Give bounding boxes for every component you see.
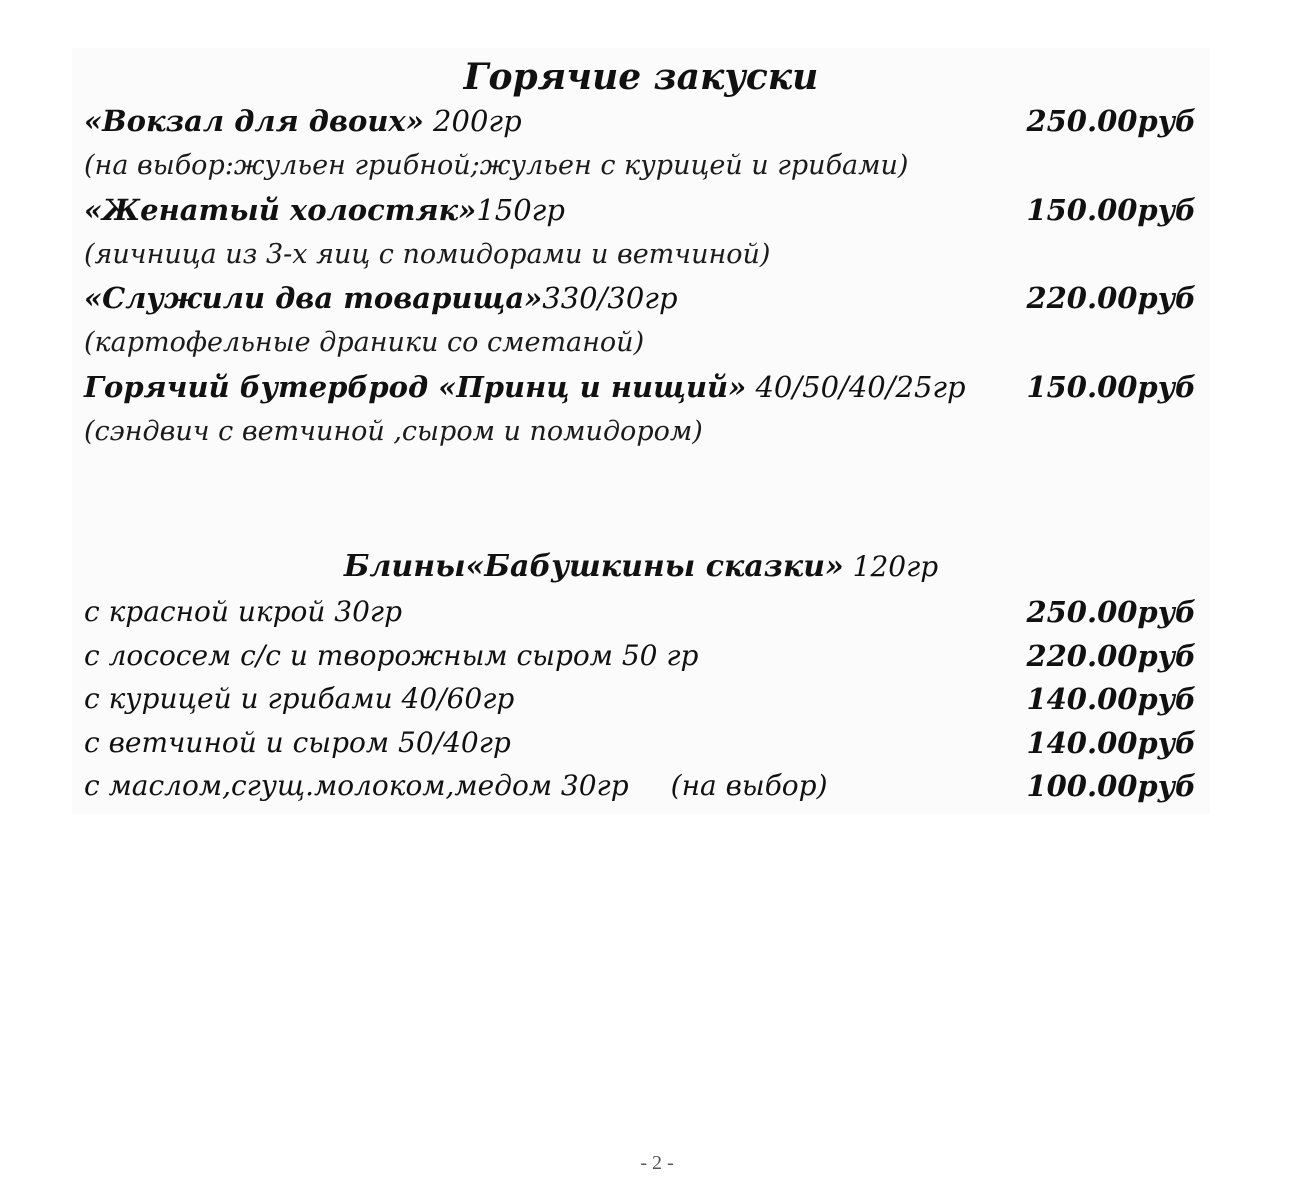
item-price: 140.00руб: [1026, 726, 1196, 760]
item-description: (сэндвич с ветчиной ,сыром и помидором): [84, 416, 703, 447]
item-name: Горячий бутерброд «Принц и нищий»: [84, 370, 747, 404]
item-name: «Служили два товарища»: [84, 281, 543, 315]
item-name: «Вокзал для двоих»: [84, 104, 424, 138]
menu-item-prints-i-nishchii: [84, 366, 1196, 408]
item-price: 250.00руб: [1026, 595, 1196, 629]
item-title: [84, 366, 966, 408]
item-name: с ветчиной и сыром 50/40гр: [84, 726, 511, 759]
item-name: с маслом,сгущ.молоком,медом 30гр: [84, 769, 629, 802]
choice-note: (на выбор): [670, 769, 828, 802]
blini-title-text: Блины«Бабушкины сказки»: [343, 549, 844, 584]
item-title: [84, 100, 522, 142]
item-description: (яичница из 3-х яиц с помидорами и ветчиной): [84, 239, 771, 270]
blini-item-ham-cheese: [84, 722, 1196, 764]
menu-item-sluzhili-dva-tovarishcha: [84, 277, 1196, 319]
blini-item-butter-condensed-milk-honey: [84, 765, 1196, 807]
page-number: - 2 -: [640, 1152, 674, 1174]
item-name: «Женатый холостяк»: [84, 193, 477, 227]
hot-appetizers-title: Горячие закуски: [463, 56, 819, 98]
menu-item-vokzal: [84, 100, 1196, 142]
item-price: 150.00руб: [1026, 370, 1196, 404]
item-weight: 200гр: [423, 104, 522, 138]
item-name: с лососем с/с и творожным сыром 50 гр: [84, 639, 699, 672]
blini-item-chicken-mushrooms: [84, 678, 1196, 720]
item-price: 250.00руб: [1026, 104, 1196, 138]
item-price: 220.00руб: [1026, 639, 1196, 673]
blini-item-salmon-cheese: [84, 635, 1196, 677]
item-weight: 330/30гр: [542, 281, 678, 315]
item-name: с курицей и грибами 40/60гр: [84, 682, 515, 715]
item-price: 140.00руб: [1026, 682, 1196, 716]
item-description: (картофельные драники со сметаной): [84, 327, 645, 358]
blini-section-title: [72, 548, 1210, 586]
menu-item-zhenatyi-kholostyak: [84, 189, 1196, 231]
item-weight: 40/50/40/25гр: [746, 370, 966, 404]
item-name: с красной икрой 30гр: [84, 595, 403, 628]
blini-title-weight: 120гр: [843, 550, 939, 583]
item-price: 220.00руб: [1026, 281, 1196, 315]
item-price: 150.00руб: [1026, 193, 1196, 227]
item-description: (на выбор:жульен грибной;жульен с курицей и грибами): [84, 150, 909, 181]
item-title: [84, 765, 828, 807]
item-title: [84, 189, 565, 231]
blini-item-red-caviar: [84, 591, 1196, 633]
item-price: 100.00руб: [1026, 769, 1196, 803]
item-title: [84, 277, 678, 319]
item-weight: 150гр: [476, 193, 565, 227]
